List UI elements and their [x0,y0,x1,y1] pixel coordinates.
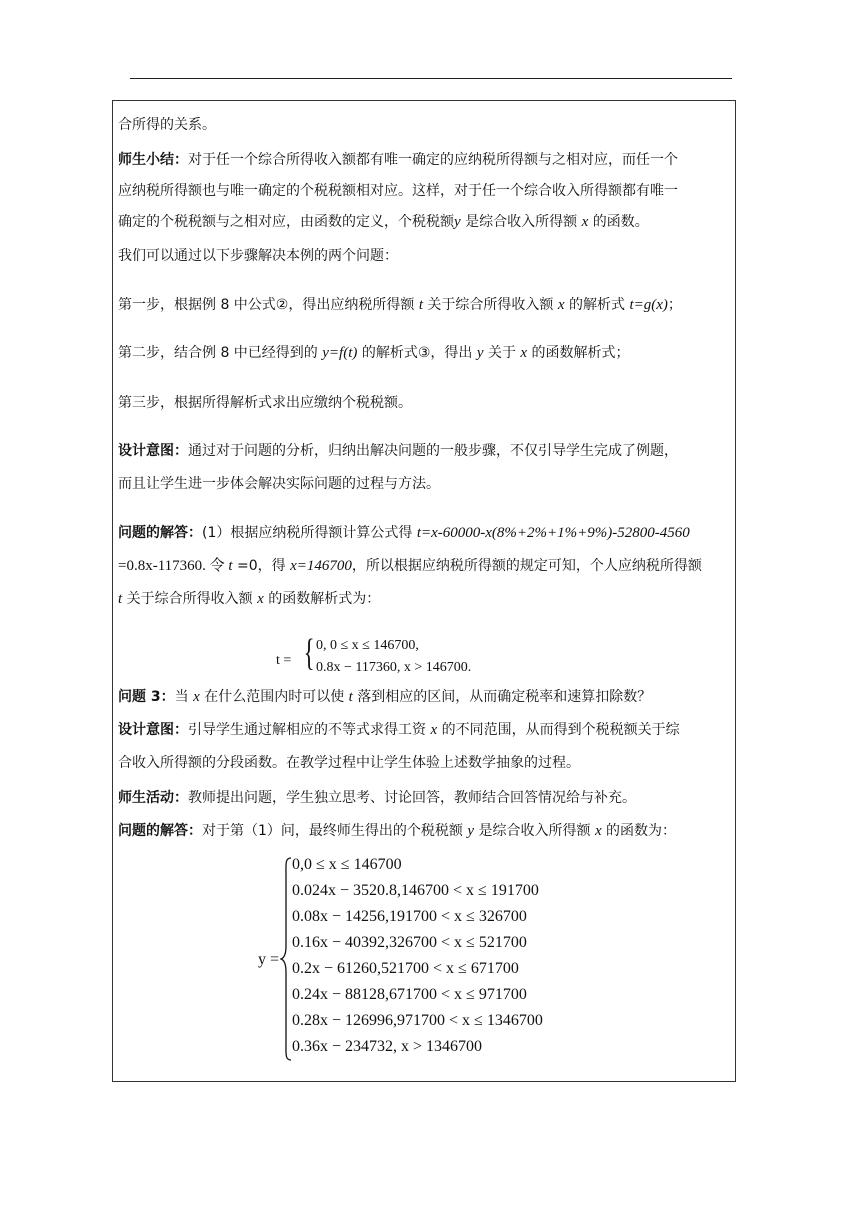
formula-row: 0,0 ≤ x ≤ 146700 [292,856,402,873]
paragraph-line-5: 我们可以通过以下步骤解决本例的两个问题： [118,248,398,264]
design-intent-label: 设计意图： [118,722,188,738]
formula-lhs: t = [276,653,292,668]
paragraph-line-1: 合所得的关系。 [118,117,216,133]
formula-row: 0.28x − 126996,971700 < x ≤ 1346700 [292,1012,543,1029]
header-rule [130,78,732,79]
formula-row: 0, 0 ≤ x ≤ 146700, [316,638,419,653]
teacher-student-activity: 师生活动：教师提出问题，学生独立思考、讨论回答，教师结合回答情况给与补充。 [118,790,636,806]
paragraph-line-10: 而且让学生进一步体会解决实际问题的过程与方法。 [118,476,440,492]
paragraph-line-16: 合收入所得额的分段函数。在教学过程中让学生体验上述数学抽象的过程。 [118,755,580,771]
teacher-summary-label: 师生小结： [118,152,188,168]
design-intent-2: 设计意图：引导学生通过解相应的不等式求得工资 x 的不同范围，从而得到个税税额关于综 [118,722,680,738]
design-intent-1: 设计意图：通过对于问题的分析，归纳出解决问题的一般步骤，不仅引导学生完成了例题， [118,443,678,459]
activity-label: 师生活动： [118,790,188,806]
step-two: 第二步，结合例 8 中已经得到的 y=f(t) 的解析式③，得出 y 关于 x 的函数解析式； [118,345,630,361]
left-brace: { [303,632,315,674]
formula-lhs: y = [258,951,280,968]
answer-2: 问题的解答：对于第（1）问，最终师生得出的个税税额 y 是综合收入所得额 x 的函数为： [118,823,677,839]
answer-label: 问题的解答： [118,823,202,839]
teacher-summary: 师生小结：对于任一个综合所得收入额都有唯一确定的应纳税所得额与之相对应，而任一个 [118,152,678,168]
question-3: 问题 3：当 x 在什么范围内时可以使 t 落到相应的区间，从而确定税率和速算扣除数？ [118,689,652,705]
formula-row: 0.24x − 88128,671700 < x ≤ 971700 [292,986,527,1003]
paragraph-line-4: 确定的个税税额与之相对应，由函数的定义，个税税额y 是综合收入所得额 x 的函数。 [118,214,649,230]
step-one: 第一步，根据例 8 中公式②，得出应纳税所得额 t 关于综合所得收入额 x 的解析式 t=g(x)； [118,297,682,313]
step-three: 第三步，根据所得解析式求出应缴纳个税税额。 [118,395,412,411]
formula-row: 0.36x − 234732, x > 1346700 [292,1038,483,1055]
formula-row: 0.16x − 40392,326700 < x ≤ 521700 [292,934,527,951]
answer-label: 问题的解答： [118,525,202,541]
formula-row: 0.2x − 61260,521700 < x ≤ 671700 [292,960,519,977]
design-intent-label: 设计意图： [118,443,188,459]
paragraph-line-12: =0.8x-117360. 令 t =0，得 x=146700，所以根据应纳税所得额的规定可知，个人应纳税所得额 [118,558,702,574]
answer-1: 问题的解答：(1）根据应纳税所得额计算公式得 t=x-60000-x(8%+2%+1%+9%)-52800-4560 [118,525,690,541]
question-3-label: 问题 3： [118,689,175,705]
paragraph-line-13: t 关于综合所得收入额 x 的函数解析式为： [118,591,381,607]
formula-row: 0.08x − 14256,191700 < x ≤ 326700 [292,908,527,925]
formula-row: 0.8x − 117360, x > 146700. [316,660,472,675]
left-brace [280,856,292,1062]
formula-row: 0.024x − 3520.8,146700 < x ≤ 191700 [292,882,539,899]
paragraph-line-3: 应纳税所得额也与唯一确定的个税税额相对应。这样，对于任一个综合收入所得额都有唯一 [118,183,678,199]
